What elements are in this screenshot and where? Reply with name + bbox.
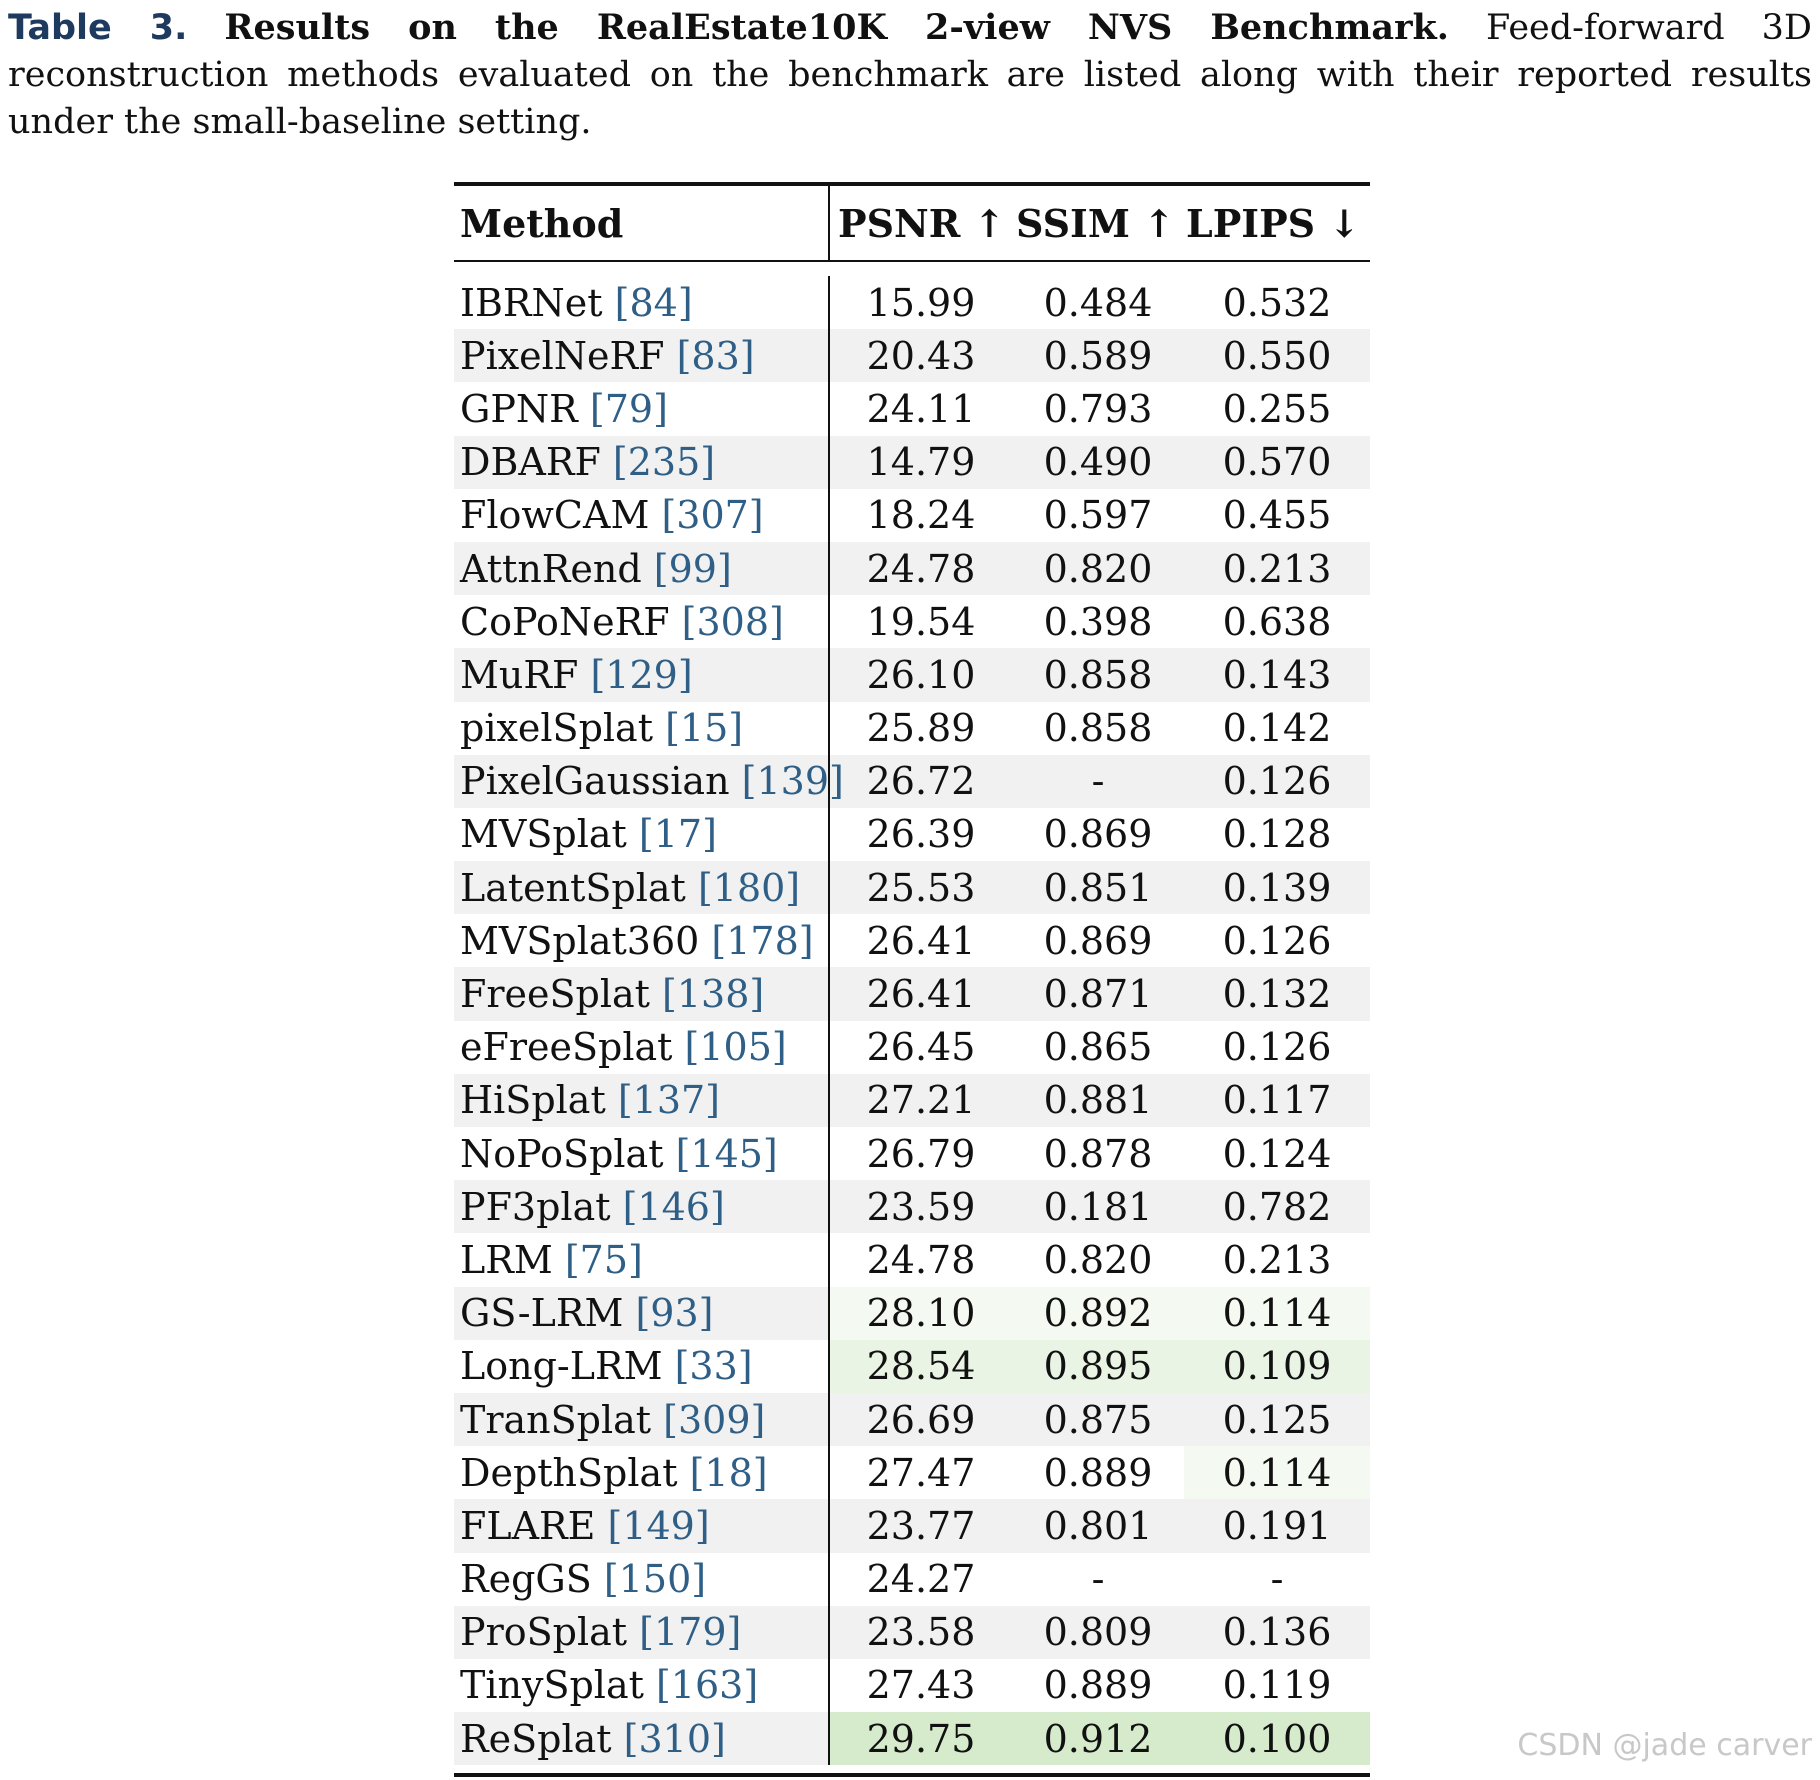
method-cell: [454, 489, 830, 542]
psnr-cell: 24.27: [866, 1557, 976, 1602]
table-row: [454, 1021, 1370, 1074]
lpips-cell: 0.136: [1222, 1610, 1332, 1655]
psnr-cell: 27.43: [866, 1663, 976, 1708]
table-row: [454, 276, 1370, 329]
table-row: [454, 1659, 1370, 1712]
method-name: MuRF: [460, 652, 579, 697]
lpips-cell: 0.782: [1222, 1184, 1332, 1229]
method-name: PF3plat: [460, 1184, 611, 1229]
citation-ref: [129]: [590, 652, 693, 697]
table-row: [454, 1393, 1370, 1446]
method-name: NoPoSplat: [460, 1131, 664, 1176]
lpips-cell: 0.550: [1222, 333, 1332, 378]
method-name: DepthSplat: [460, 1450, 678, 1495]
lpips-cell: 0.114: [1184, 1287, 1370, 1340]
method-cell: [454, 648, 830, 701]
citation-ref: [235]: [612, 440, 716, 485]
table-row: [454, 1180, 1370, 1233]
table-row: [454, 914, 1370, 967]
table-row: [454, 1712, 1370, 1765]
method-cell: [454, 914, 830, 967]
method-cell: [454, 595, 830, 648]
ssim-cell: 0.892: [1012, 1287, 1184, 1340]
table-header-row: [454, 186, 1370, 260]
psnr-cell: 26.10: [866, 652, 976, 697]
ssim-cell: 0.589: [1043, 333, 1153, 378]
citation-ref: [138]: [662, 972, 765, 1017]
ssim-cell: 0.865: [1043, 1025, 1153, 1070]
method-cell: [454, 1233, 830, 1286]
table-row: [454, 1127, 1370, 1180]
ssim-cell: 0.858: [1043, 652, 1153, 697]
caption-text: Feed-forward 3D reconstruction methods evaluated on the benchmark are listed along with their reported results under the small-baseline setting.: [8, 8, 1812, 142]
table-row: [454, 382, 1370, 435]
citation-ref: [149]: [607, 1503, 710, 1548]
psnr-cell: 23.58: [866, 1610, 976, 1655]
table-row: [454, 1499, 1370, 1552]
ssim-cell: 0.809: [1043, 1610, 1153, 1655]
bottom-rule: [454, 1773, 1370, 1777]
method-cell: [454, 382, 830, 435]
lpips-cell: 0.191: [1222, 1503, 1332, 1548]
method-cell: [454, 1287, 830, 1340]
lpips-cell: 0.126: [1222, 1025, 1332, 1070]
lpips-cell: 0.638: [1222, 599, 1332, 644]
citation-ref: [83]: [676, 333, 755, 378]
lpips-cell: 0.128: [1222, 812, 1332, 857]
table-row: [454, 1606, 1370, 1659]
method-cell: [454, 542, 830, 595]
citation-ref: [150]: [603, 1557, 707, 1602]
lpips-cell: 0.532: [1222, 280, 1332, 325]
method-cell: [454, 808, 830, 861]
method-cell: [454, 1393, 830, 1446]
psnr-cell: 26.39: [866, 812, 976, 857]
method-name: pixelSplat: [460, 706, 653, 751]
citation-ref: [310]: [623, 1716, 726, 1761]
psnr-cell: 25.53: [866, 865, 976, 910]
method-name: RegGS: [460, 1557, 592, 1602]
method-cell: [454, 755, 844, 808]
table-row: [454, 542, 1370, 595]
header-ssim: SSIM ↑: [1016, 200, 1175, 246]
psnr-cell: 24.78: [866, 546, 976, 591]
table-row: [454, 755, 1370, 808]
psnr-cell: 24.78: [866, 1237, 976, 1282]
citation-ref: [84]: [614, 280, 693, 325]
ssim-cell: -: [1091, 759, 1105, 804]
citation-ref: [163]: [655, 1663, 759, 1708]
ssim-cell: 0.484: [1043, 280, 1153, 325]
citation-ref: [308]: [681, 599, 784, 644]
ssim-cell: 0.871: [1043, 972, 1153, 1017]
table-body: [454, 262, 1370, 1765]
psnr-cell: 18.24: [866, 493, 976, 538]
ssim-cell: 0.889: [1043, 1663, 1153, 1708]
psnr-cell: 29.75: [830, 1712, 1012, 1765]
citation-ref: [17]: [638, 812, 717, 857]
method-name: TranSplat: [460, 1397, 652, 1442]
table-label: Table 3.: [8, 8, 188, 48]
psnr-cell: 26.41: [866, 972, 976, 1017]
psnr-cell: 14.79: [866, 440, 976, 485]
method-name: ProSplat: [460, 1610, 628, 1655]
table-row: [454, 1446, 1370, 1499]
method-name: FreeSplat: [460, 972, 650, 1017]
method-name: PixelGaussian: [460, 759, 730, 804]
lpips-cell: 0.125: [1222, 1397, 1332, 1442]
table-row: [454, 329, 1370, 382]
ssim-cell: 0.793: [1043, 386, 1153, 431]
method-cell: [454, 1659, 830, 1712]
citation-ref: [15]: [665, 706, 744, 751]
ssim-cell: 0.869: [1043, 812, 1153, 857]
psnr-cell: 19.54: [866, 599, 976, 644]
citation-ref: [145]: [675, 1131, 778, 1176]
lpips-cell: 0.132: [1222, 972, 1332, 1017]
method-cell: [454, 1606, 830, 1659]
method-name: IBRNet: [460, 280, 603, 325]
method-name: MVSplat: [460, 812, 627, 857]
ssim-cell: 0.878: [1043, 1131, 1153, 1176]
method-name: LatentSplat: [460, 865, 686, 910]
method-name: LRM: [460, 1237, 553, 1282]
method-cell: [454, 1446, 830, 1499]
header-lpips: LPIPS ↓: [1186, 200, 1361, 246]
psnr-cell: 25.89: [866, 706, 976, 751]
lpips-cell: 0.100: [1184, 1712, 1370, 1765]
ssim-cell: 0.490: [1043, 440, 1153, 485]
citation-ref: [99]: [653, 546, 732, 591]
citation-ref: [179]: [639, 1610, 742, 1655]
table-caption: [8, 4, 1812, 146]
ssim-cell: 0.801: [1043, 1503, 1153, 1548]
ssim-cell: 0.398: [1043, 599, 1153, 644]
citation-ref: [309]: [663, 1397, 766, 1442]
lpips-cell: 0.213: [1222, 546, 1332, 591]
citation-ref: [18]: [689, 1450, 768, 1495]
ssim-cell: 0.597: [1043, 493, 1153, 538]
table-title: Results on the RealEstate10K 2-view NVS Benchmark.: [224, 7, 1449, 48]
ssim-cell: 0.889: [1043, 1450, 1153, 1495]
citation-ref: [139]: [741, 759, 844, 804]
lpips-cell: 0.255: [1222, 386, 1332, 431]
lpips-cell: 0.126: [1222, 759, 1332, 804]
method-name: Long-LRM: [460, 1344, 663, 1389]
table-row: [454, 1287, 1370, 1340]
citation-ref: [75]: [564, 1237, 643, 1282]
psnr-cell: 23.59: [866, 1184, 976, 1229]
ssim-cell: 0.895: [1012, 1340, 1184, 1393]
table-row: [454, 808, 1370, 861]
citation-ref: [79]: [589, 386, 668, 431]
ssim-cell: 0.851: [1043, 865, 1153, 910]
header-method: Method: [454, 186, 830, 260]
table-row: [454, 648, 1370, 701]
method-name: AttnRend: [460, 546, 642, 591]
method-cell: [454, 1712, 830, 1765]
lpips-cell: 0.570: [1222, 440, 1332, 485]
citation-ref: [178]: [711, 918, 814, 963]
method-name: MVSplat360: [460, 918, 700, 963]
citation-ref: [137]: [617, 1078, 721, 1123]
lpips-cell: 0.213: [1222, 1237, 1332, 1282]
method-cell: [454, 702, 830, 755]
method-cell: [454, 1340, 830, 1393]
ssim-cell: 0.820: [1043, 546, 1153, 591]
table-row: [454, 1233, 1370, 1286]
method-name: PixelNeRF: [460, 333, 665, 378]
table-row: [454, 436, 1370, 489]
psnr-cell: 26.69: [866, 1397, 976, 1442]
table-row: [454, 1074, 1370, 1127]
method-cell: [454, 1553, 830, 1606]
method-name: ReSplat: [460, 1716, 612, 1761]
method-cell: [454, 329, 830, 382]
lpips-cell: 0.124: [1222, 1131, 1332, 1176]
citation-ref: [146]: [622, 1184, 725, 1229]
psnr-cell: 27.21: [866, 1078, 976, 1123]
method-cell: [454, 1180, 830, 1233]
ssim-cell: 0.881: [1043, 1078, 1153, 1123]
ssim-cell: 0.181: [1043, 1184, 1153, 1229]
results-table: [454, 182, 1370, 1777]
psnr-cell: 26.79: [866, 1131, 976, 1176]
method-cell: [454, 861, 830, 914]
citation-ref: [105]: [684, 1025, 787, 1070]
method-name: CoPoNeRF: [460, 599, 670, 644]
method-name: FlowCAM: [460, 493, 650, 538]
citation-ref: [93]: [635, 1291, 714, 1336]
ssim-cell: 0.820: [1043, 1237, 1153, 1282]
citation-ref: [33]: [674, 1344, 753, 1389]
psnr-cell: 23.77: [866, 1503, 976, 1548]
table-row: [454, 967, 1370, 1020]
psnr-cell: 26.45: [866, 1025, 976, 1070]
method-cell: [454, 967, 830, 1020]
method-cell: [454, 276, 830, 329]
lpips-cell: 0.109: [1184, 1340, 1370, 1393]
lpips-cell: 0.143: [1222, 652, 1332, 697]
psnr-cell: 15.99: [866, 280, 976, 325]
method-name: DBARF: [460, 440, 601, 485]
method-cell: [454, 1127, 830, 1180]
psnr-cell: 24.11: [866, 386, 976, 431]
ssim-cell: 0.875: [1043, 1397, 1153, 1442]
lpips-cell: 0.119: [1222, 1663, 1332, 1708]
method-name: FLARE: [460, 1503, 596, 1548]
method-cell: [454, 436, 830, 489]
lpips-cell: 0.142: [1222, 706, 1332, 751]
psnr-cell: 28.10: [830, 1287, 1012, 1340]
citation-ref: [180]: [697, 865, 801, 910]
psnr-cell: 26.41: [866, 918, 976, 963]
ssim-cell: -: [1091, 1557, 1105, 1602]
method-name: GS-LRM: [460, 1291, 624, 1336]
lpips-cell: 0.139: [1222, 865, 1332, 910]
table-row: [454, 489, 1370, 542]
table-row: [454, 1340, 1370, 1393]
lpips-cell: 0.114: [1184, 1446, 1370, 1499]
psnr-cell: 28.54: [830, 1340, 1012, 1393]
psnr-cell: 27.47: [866, 1450, 976, 1495]
table-row: [454, 1553, 1370, 1606]
lpips-cell: 0.455: [1222, 493, 1332, 538]
method-cell: [454, 1499, 830, 1552]
lpips-cell: 0.117: [1222, 1078, 1332, 1123]
psnr-cell: 20.43: [866, 333, 976, 378]
table-row: [454, 702, 1370, 755]
method-name: eFreeSplat: [460, 1025, 673, 1070]
method-cell: [454, 1074, 830, 1127]
watermark: CSDN @jade carver: [1517, 1728, 1812, 1763]
method-name: TinySplat: [460, 1663, 644, 1708]
table-row: [454, 595, 1370, 648]
method-name: HiSplat: [460, 1078, 606, 1123]
psnr-cell: 26.72: [866, 759, 976, 804]
header-psnr: PSNR ↑: [838, 200, 1006, 246]
lpips-cell: -: [1270, 1557, 1284, 1602]
ssim-cell: 0.869: [1043, 918, 1153, 963]
method-cell: [454, 1021, 830, 1074]
method-name: GPNR: [460, 386, 578, 431]
ssim-cell: 0.858: [1043, 706, 1153, 751]
table-row: [454, 861, 1370, 914]
ssim-cell: 0.912: [1012, 1712, 1184, 1765]
lpips-cell: 0.126: [1222, 918, 1332, 963]
citation-ref: [307]: [661, 493, 764, 538]
